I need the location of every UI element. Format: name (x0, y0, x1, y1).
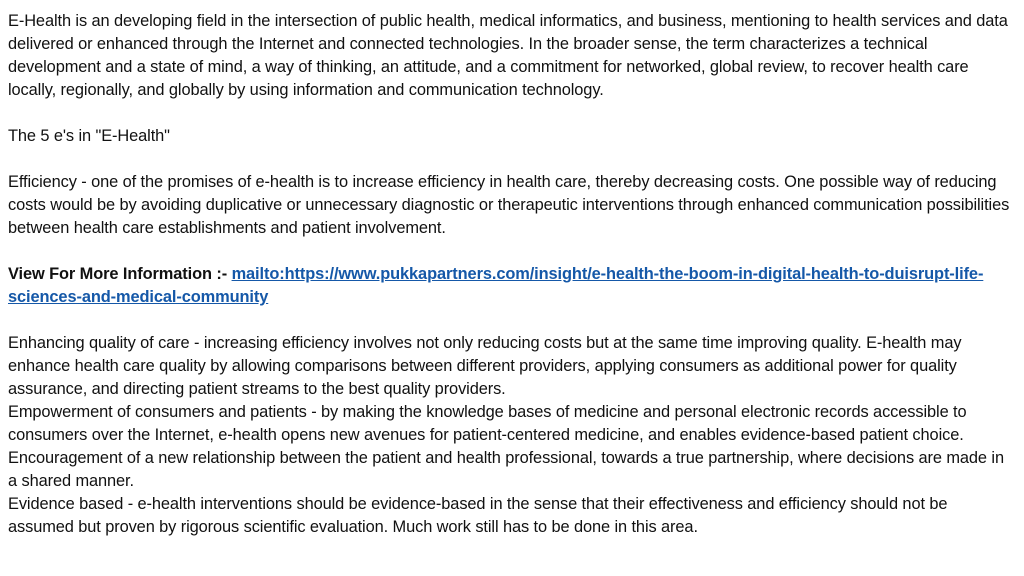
more-info-label: View For More Information :- (8, 265, 228, 283)
more-info-link[interactable]: mailto:https://www.pukkapartners.com/insight/e-health-the-boom-in-digital-health-to-duisrupt-life-sciences-and-medical-community (8, 265, 984, 306)
slide-body (8, 10, 1016, 539)
section-heading: The 5 e's in "E-Health" (8, 127, 170, 145)
efficiency-paragraph: Efficiency - one of the promises of e-health is to increase efficiency in health care, thereby decreasing costs. One possible way of reducing costs would be by avoiding duplicative or unnecessary diagnostic or therapeutic interventions through enhanced communication possibilities between health care establishments and patient involvement. (8, 173, 1010, 237)
encouragement-paragraph: Encouragement of a new relationship between the patient and health professional, towards a true partnership, where decisions are made in a shared manner. (8, 449, 1004, 490)
intro-paragraph: E-Health is an developing field in the intersection of public health, medical informatics, and business, mentioning to health services and data delivered or enhanced through the Internet and connected technologies. In the broader sense, the term characterizes a technical development and a state of mind, a way of thinking, an attitude, and a commitment for networked, global review, to recover health care locally, regionally, and globally by using information and communication technology. (8, 12, 1008, 99)
spacer (8, 309, 1016, 332)
spacer (8, 240, 1016, 263)
empowerment-paragraph: Empowerment of consumers and patients - by making the knowledge bases of medicine and personal electronic records accessible to consumers over the Internet, e-health opens new avenues for patient-centered medicine, and enables evidence-based patient choice. (8, 403, 967, 444)
more-info-line (8, 263, 1016, 309)
spacer (8, 102, 1016, 125)
spacer (8, 148, 1016, 171)
quality-paragraph: Enhancing quality of care - increasing efficiency involves not only reducing costs but at the same time improving quality. E-health may enhance health care quality by allowing comparisons between different providers, applying consumers as additional power for quality assurance, and directing patient streams to the best quality providers. (8, 334, 962, 398)
evidence-paragraph: Evidence based - e-health interventions should be evidence-based in the sense that their effectiveness and efficiency should not be assumed but proven by rigorous scientific evaluation. Much work still has to be done in this area. (8, 495, 948, 536)
